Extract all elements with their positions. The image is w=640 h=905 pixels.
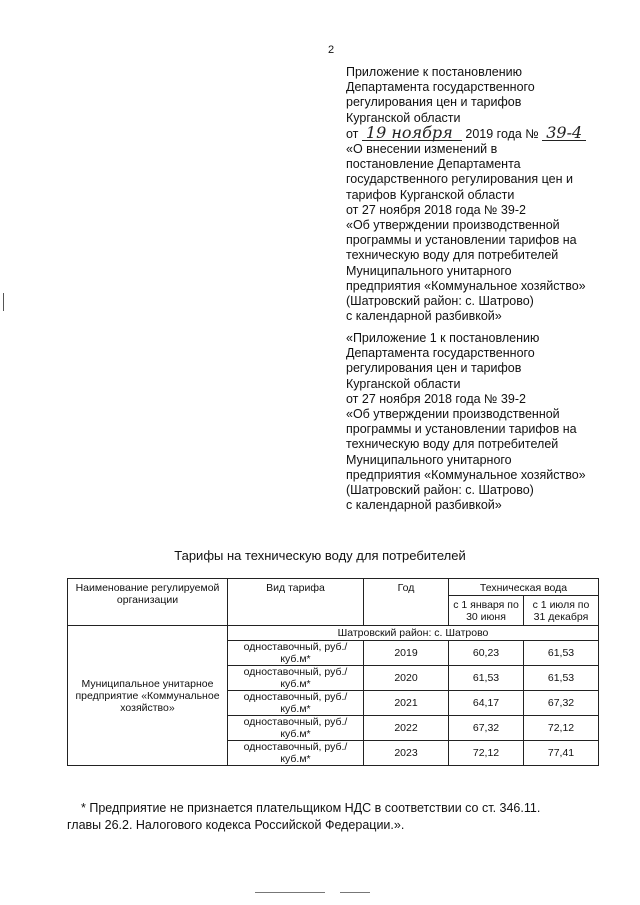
- footnote-line-2: главы 26.2. Налогового кодекса Российской Федерации.».: [67, 818, 405, 832]
- tariff-type-cell: одноставочный, руб./куб.м*: [228, 716, 364, 741]
- appendix1-header: [346, 331, 614, 513]
- header-line: Приложение к постановлению: [346, 65, 522, 79]
- tariff-title: Тарифы на техническую воду для потребителей: [174, 548, 466, 563]
- subject-line: (Шатровский район: с. Шатрово): [346, 294, 534, 309]
- period1-value: 72,12: [449, 741, 524, 766]
- tariff-type-cell: одноставочный, руб./куб.м*: [228, 691, 364, 716]
- year-cell: 2019: [364, 641, 449, 666]
- subject-line: «О внесении изменений в: [346, 142, 498, 157]
- subject-line: с календарной разбивкой»: [346, 309, 502, 324]
- header-tariff-type: Вид тарифа: [228, 579, 364, 626]
- footnote-line-1: * Предприятие не признается плательщиком НДС в соответствии со ст. 346.11.: [81, 801, 541, 815]
- handwritten-date: 19 ноября: [362, 126, 462, 141]
- period1-value: 64,17: [449, 691, 524, 716]
- district-row: Шатровский район: с. Шатрово: [228, 626, 599, 641]
- appendix1-line: программы и установлении тарифов на: [346, 422, 577, 437]
- scan-artifact-line: [340, 892, 370, 893]
- header-line: Курганской области: [346, 110, 461, 125]
- year-cell: 2022: [364, 716, 449, 741]
- appendix1-line: предприятия «Коммунальное хозяйство»: [346, 467, 586, 482]
- date-prefix: от: [346, 126, 359, 141]
- subject-line: техническую воду для потребителей: [346, 248, 559, 263]
- scan-artifact-line: [255, 892, 325, 893]
- appendix1-line: техническую воду для потребителей: [346, 437, 559, 452]
- appendix1-line: (Шатровский район: с. Шатрово): [346, 483, 534, 498]
- tariff-type-cell: одноставочный, руб./куб.м*: [228, 666, 364, 691]
- appendix1-line: «Приложение 1 к постановлению: [346, 331, 540, 345]
- period2-value: 67,32: [524, 691, 599, 716]
- scan-margin-mark: [3, 293, 4, 311]
- subject-line: «Об утверждении производственной: [346, 218, 560, 233]
- page-number: 2: [328, 44, 335, 56]
- tariff-type-cell: одноставочный, руб./куб.м*: [228, 641, 364, 666]
- organization-name: Муниципальное унитарное предприятие «Коммунальное хозяйство»: [68, 626, 228, 766]
- date-line: [346, 122, 614, 142]
- subject-line: государственного регулирования цен и: [346, 172, 573, 187]
- period1-value: 61,53: [449, 666, 524, 691]
- year-cell: 2021: [364, 691, 449, 716]
- subject-line: предприятия «Коммунальное хозяйство»: [346, 278, 586, 293]
- appendix1-line: от 27 ноября 2018 года № 39-2: [346, 391, 526, 406]
- header-line: регулирования цен и тарифов: [346, 95, 522, 110]
- period1-value: 60,23: [449, 641, 524, 666]
- header-line: Департамента государственного: [346, 80, 535, 95]
- appendix1-line: регулирования цен и тарифов: [346, 361, 522, 376]
- subject-line: тарифов Курганской области: [346, 187, 515, 202]
- handwritten-number: 39-4: [542, 126, 586, 141]
- period1-value: 67,32: [449, 716, 524, 741]
- appendix1-line: с календарной разбивкой»: [346, 498, 502, 513]
- year-cell: 2020: [364, 666, 449, 691]
- header-period-1: с 1 января по 30 июня: [449, 596, 524, 626]
- appendix-header: [346, 65, 614, 324]
- footnote: [67, 800, 601, 834]
- period2-value: 61,53: [524, 641, 599, 666]
- subject-line: программы и установлении тарифов на: [346, 233, 577, 248]
- period2-value: 61,53: [524, 666, 599, 691]
- header-year: Год: [364, 579, 449, 626]
- subject-line: Муниципального унитарного: [346, 263, 512, 278]
- year-cell: 2023: [364, 741, 449, 766]
- period2-value: 77,41: [524, 741, 599, 766]
- appendix1-line: Муниципального унитарного: [346, 452, 512, 467]
- year-text: 2019 года №: [465, 126, 539, 141]
- appendix1-line: Курганской области: [346, 376, 461, 391]
- subject-line: постановление Департамента: [346, 157, 521, 172]
- tariff-type-cell: одноставочный, руб./куб.м*: [228, 741, 364, 766]
- header-technical-water: Техническая вода: [449, 579, 599, 596]
- period2-value: 72,12: [524, 716, 599, 741]
- subject-line: от 27 ноября 2018 года № 39-2: [346, 202, 526, 217]
- appendix1-line: Департамента государственного: [346, 346, 535, 361]
- header-period-2: с 1 июля по 31 декабря: [524, 596, 599, 626]
- tariff-table: [67, 578, 599, 766]
- appendix1-line: «Об утверждении производственной: [346, 407, 560, 422]
- header-organization: Наименование регулируемой организации: [68, 579, 228, 626]
